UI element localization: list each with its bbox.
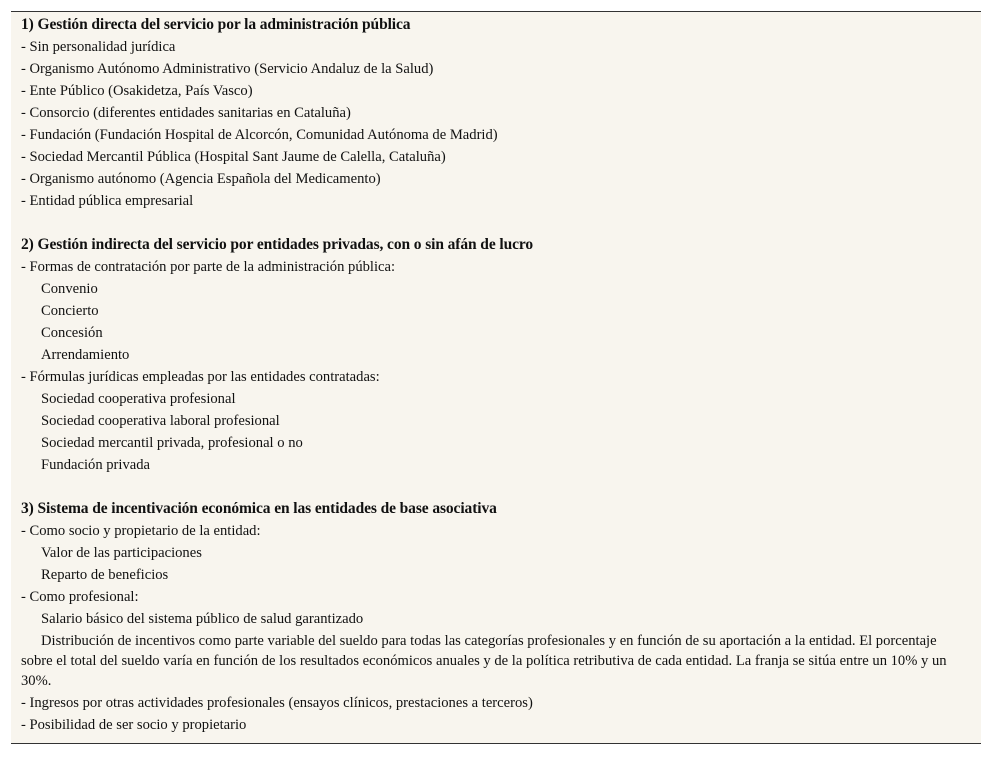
contracting-forms-label: - Formas de contratación por parte de la administración pública: [21, 259, 396, 275]
contracting-form-item: Arrendamiento [41, 347, 130, 363]
section-1-item: - Organismo Autónomo Administrativo (Servicio Andaluz de la Salud) [21, 61, 434, 77]
owner-label: - Como socio y propietario de la entidad: [21, 523, 261, 539]
legal-formula-item: Sociedad cooperativa laboral profesional [41, 413, 280, 429]
professional-label: - Como profesional: [21, 589, 139, 605]
owner-item: Reparto de beneficios [41, 567, 169, 583]
professional-item: Salario básico del sistema público de salud garantizado [41, 611, 364, 627]
other-income-item: - Ingresos por otras actividades profesionales (ensayos clínicos, prestaciones a terceros) [21, 695, 533, 711]
section-1-heading: 1) Gestión directa del servicio por la administración pública [21, 16, 411, 33]
legal-formula-item: Fundación privada [41, 457, 151, 473]
section-2-heading: 2) Gestión indirecta del servicio por entidades privadas, con o sin afán de lucro [21, 236, 534, 253]
contracting-form-item: Concierto [41, 303, 99, 319]
section-spacer [21, 212, 951, 234]
section-3-heading: 3) Sistema de incentivación económica en las entidades de base asociativa [21, 500, 497, 517]
section-1-item: - Sin personalidad jurídica [21, 39, 176, 55]
content-body [21, 14, 951, 736]
legal-formula-item: Sociedad cooperativa profesional [41, 391, 236, 407]
section-1-item: - Sociedad Mercantil Pública (Hospital Sant Jaume de Calella, Cataluña) [21, 149, 446, 165]
contracting-form-item: Convenio [41, 281, 98, 297]
partner-possibility-item: - Posibilidad de ser socio y propietario [21, 717, 247, 733]
legal-formula-item: Sociedad mercantil privada, profesional o no [41, 435, 303, 451]
section-1-item: - Fundación (Fundación Hospital de Alcorcón, Comunidad Autónoma de Madrid) [21, 127, 498, 143]
section-spacer [21, 476, 951, 498]
section-1-item: - Entidad pública empresarial [21, 193, 194, 209]
section-1-item: - Organismo autónomo (Agencia Española del Medicamento) [21, 171, 381, 187]
incentives-paragraph: Distribución de incentivos como parte variable del sueldo para todas las categorías profesionales y en función de su aportación a la entidad. El porcentaje sobre el total del sueldo varía en función de los resultados económicos anuales y de la política retributiva de cada entidad. La franja se sitúa entre un 10% y un 30%. [21, 633, 947, 689]
legal-formulas-label: - Fórmulas jurídicas empleadas por las entidades contratadas: [21, 369, 380, 385]
section-1-item: - Consorcio (diferentes entidades sanitarias en Cataluña) [21, 105, 351, 121]
content-panel [11, 11, 981, 744]
section-1-item: - Ente Público (Osakidetza, País Vasco) [21, 83, 253, 99]
contracting-form-item: Concesión [41, 325, 103, 341]
owner-item: Valor de las participaciones [41, 545, 202, 561]
